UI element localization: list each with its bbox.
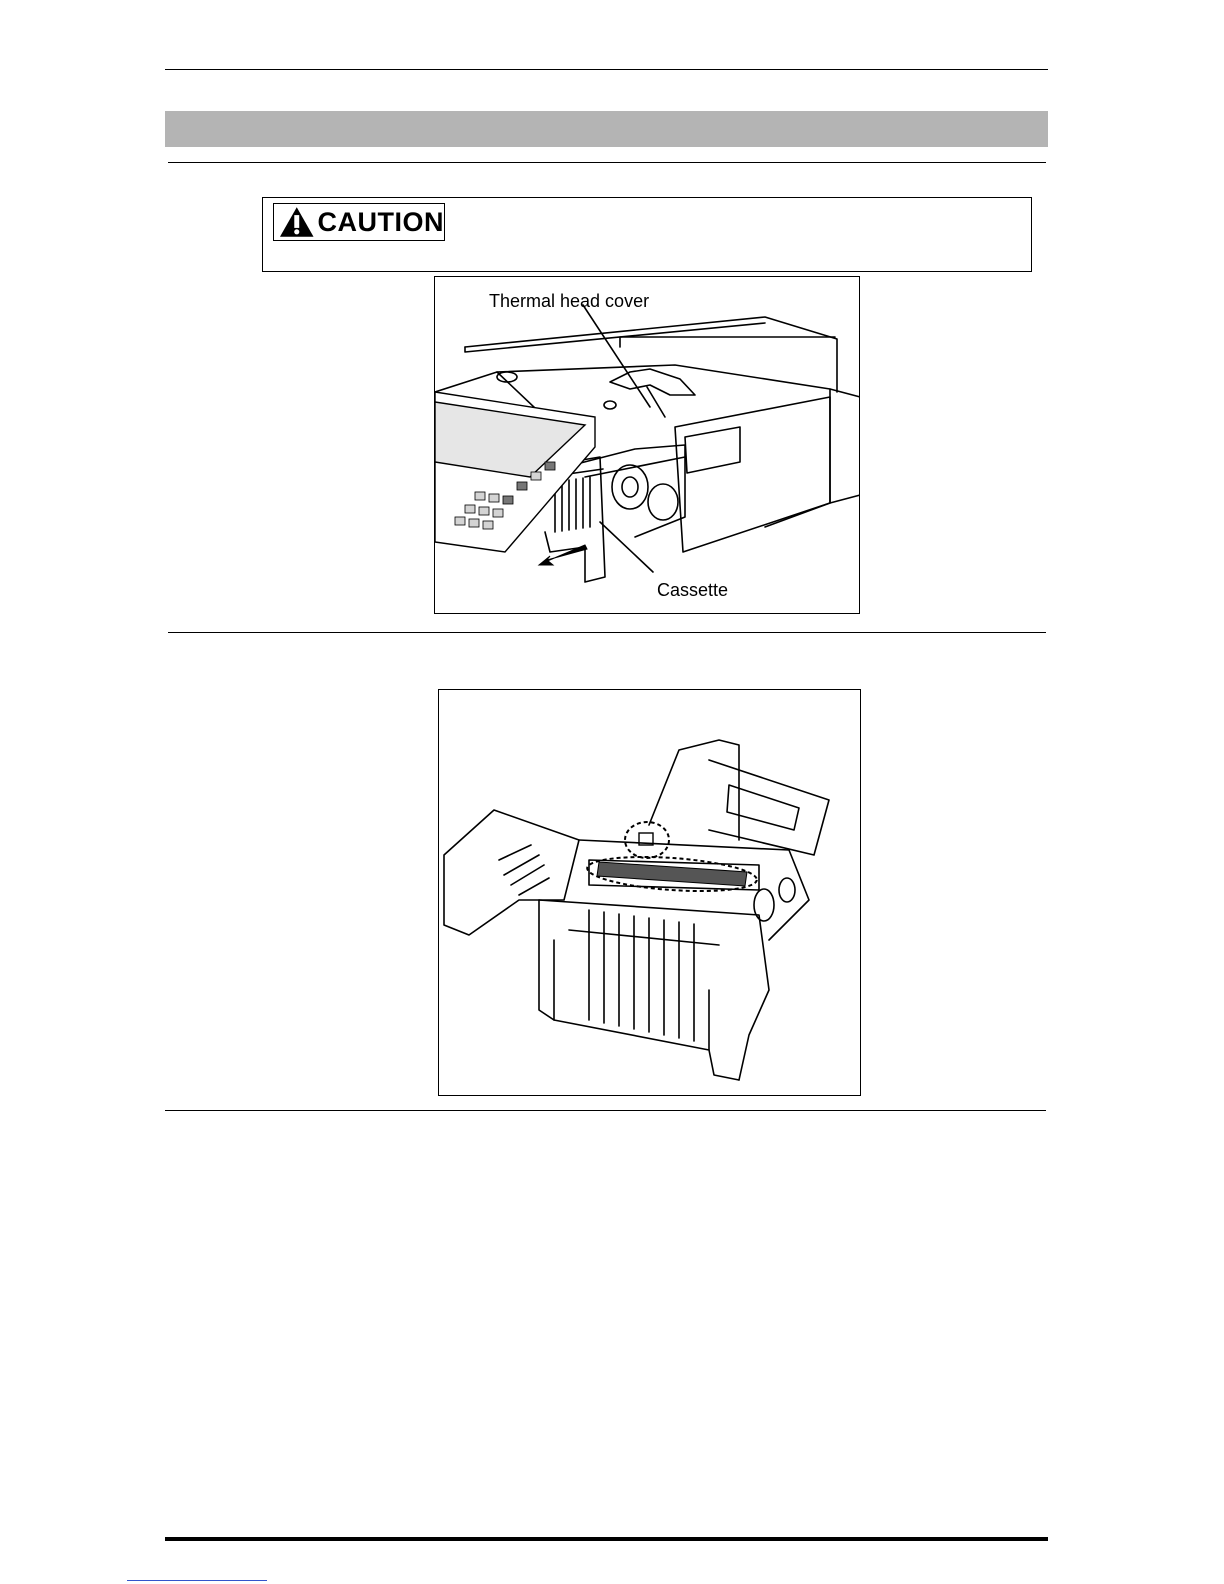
caution-badge [273,203,445,241]
label-cassette: Cassette [657,580,729,600]
caution-box [262,197,1032,272]
section-title-bar [165,111,1048,147]
footer-rule [165,1537,1048,1541]
warning-triangle-icon [278,205,316,239]
label-thermal-head-cover: Thermal head cover [489,291,650,311]
caution-label: CAUTION [317,206,444,237]
footer-link-underline[interactable] [127,1580,267,1581]
cleaning-illustration [439,690,861,1096]
figure-remove-cassette [434,276,860,614]
scale-cassette-illustration [435,277,860,614]
figure-clean-thermal-head [438,689,861,1096]
step-rule-1 [168,632,1046,633]
step-rule-2 [165,1110,1046,1111]
header-rule [165,69,1048,70]
section-rule [168,162,1046,163]
